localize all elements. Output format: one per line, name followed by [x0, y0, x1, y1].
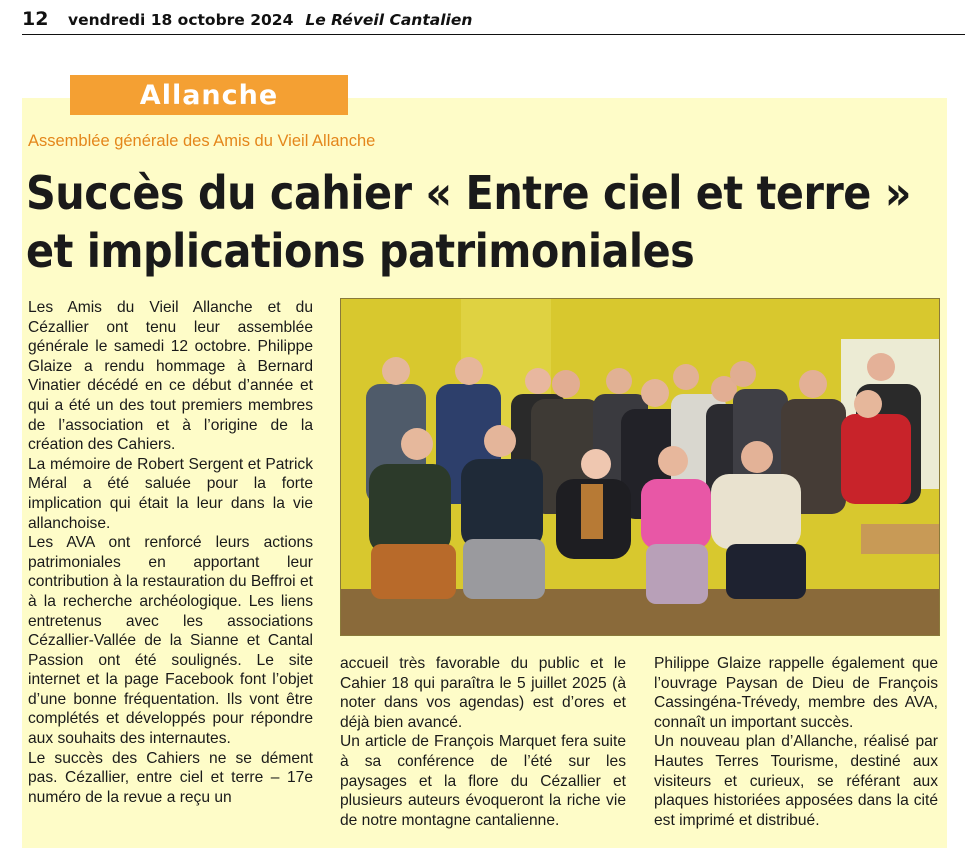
paragraph: Un nouveau plan d’Allanche, réalisé par Hautes Terres Tourisme, destiné aux visiteurs et curieux, se référant aux plaques historiées apposées dans la cité est imprimé et distribué. [654, 733, 938, 829]
page-number: 12 [22, 8, 49, 30]
paragraph: Les Amis du Vieil Allanche et du Cézallier ont tenu leur assemblée générale le samedi 12 octobre. Philippe Glaize a rendu hommage à Bernard Vinatier décédé en ce début d’année et qui a été un des tout premiers membres de l’association et à l’origine de la création des Cahiers. [28, 299, 313, 454]
page-header [22, 8, 965, 35]
text-column-3 [654, 654, 938, 830]
text-column-2 [340, 654, 626, 830]
photo-table [861, 524, 939, 554]
paragraph: Le succès des Cahiers ne se dément pas. Cézallier, entre ciel et terre – 17e numéro de la revue a reçu un [28, 749, 313, 806]
group-photo-illustration [341, 299, 939, 635]
article-kicker: Assemblée générale des Amis du Vieil Allanche [28, 132, 376, 150]
newspaper-name: Le Réveil Cantalien [305, 11, 473, 29]
paragraph: Philippe Glaize rappelle également que l’ouvrage Paysan de Dieu de François Cassingéna-Trévedy, membre des AVA, connaît un important succès. [654, 655, 938, 731]
paragraph: Les AVA ont renforcé leurs actions patrimoniales en apportant leur contribution à la restauration du Beffroi et à la recherche archéologique. Les liens entretenus avec les associations Cézallier-Vallée de la Sianne et Cantal Passion ont été soulignés. Le site internet et la page Facebook font l’objet d’une bonne fréquentation. Ils vont être complétés et développés pour répondre aux souhaits des internautes. [28, 534, 313, 748]
issue-date: vendredi 18 octobre 2024 [68, 11, 294, 29]
headline-line-2: et implications patrimoniales [26, 224, 695, 278]
paragraph: La mémoire de Robert Sergent et Patrick Méral a été saluée pour la forte implication qui était la leur dans la vie allanchoise. [28, 455, 313, 532]
article-headline [26, 164, 956, 280]
paragraph: Un article de François Marquet fera suite à sa conférence de l’été sur les paysages et la flore du Cézallier et plusieurs auteurs évoqueront la riche vie de notre montagne cantalienne. [340, 733, 626, 829]
text-column-1 [28, 298, 313, 807]
group-photo [340, 298, 940, 636]
headline-line-1: Succès du cahier « Entre ciel et terre » [26, 166, 911, 220]
rubric-label: Allanche [70, 75, 348, 115]
paragraph: accueil très favorable du public et le Cahier 18 qui paraîtra le 5 juillet 2025 (à noter dans vos agendas) est d’ores et déjà bien avancé. [340, 655, 626, 731]
